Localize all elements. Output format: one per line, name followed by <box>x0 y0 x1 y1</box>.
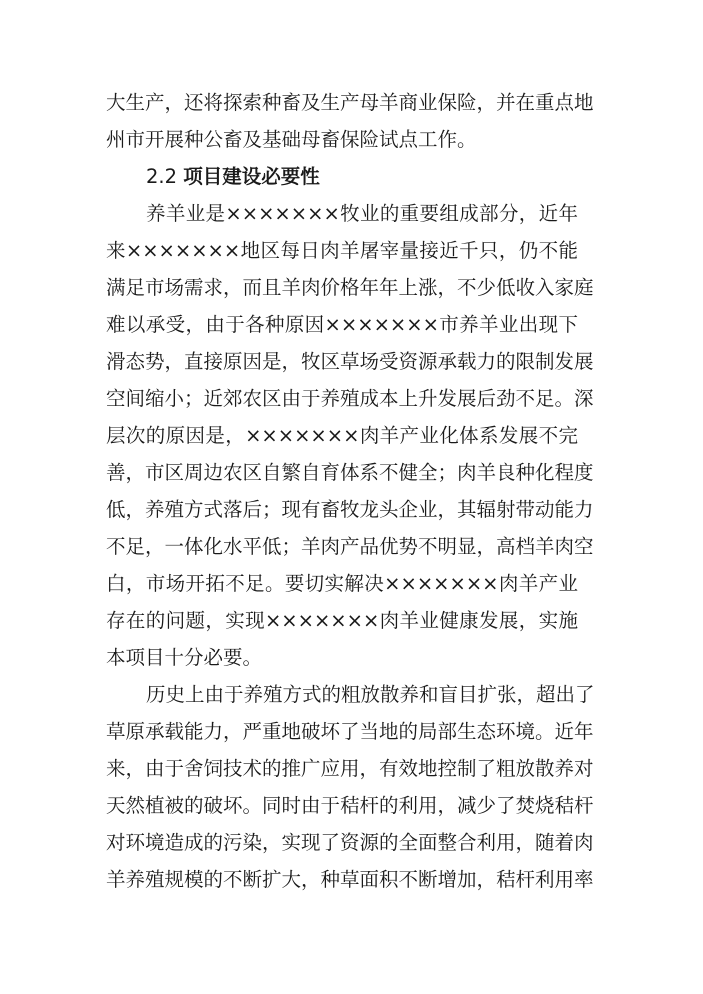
paragraph1-line-4: 难以承受，由于各种原因×××××××市养羊业出现下 <box>106 313 578 336</box>
paragraph2-line-3: 来，由于舍饲技术的推广应用，有效地控制了粗放散养对 <box>106 757 594 780</box>
section-title: 项目建设必要性 <box>183 165 320 188</box>
paragraph1-line-9: 低，养殖方式落后；现有畜牧龙头企业，其辐射带动能力 <box>106 498 594 521</box>
section-number: 2.2 <box>146 165 178 188</box>
paragraph1-line-3: 满足市场需求，而且羊肉价格年年上涨，不少低收入家庭 <box>106 276 594 299</box>
paragraph2-line-2: 草原承载能力，严重地破坏了当地的局部生态环境。近年 <box>106 720 594 743</box>
paragraph2-line-1: 历史上由于养殖方式的粗放散养和盲目扩张，超出了 <box>146 683 595 706</box>
section-heading <box>146 162 320 192</box>
paragraph2-line-5: 对环境造成的污染，实现了资源的全面整合利用，随着肉 <box>106 831 594 854</box>
intro-line-2: 州市开展种公畜及基础母畜保险试点工作。 <box>106 128 477 151</box>
paragraph1-line-12: 存在的问题，实现×××××××肉羊业健康发展，实施 <box>106 609 578 632</box>
paragraph1-line-7: 层次的原因是，×××××××肉羊产业化体系发展不完 <box>106 424 578 447</box>
paragraph1-line-6: 空间缩小；近郊农区由于养殖成本上升发展后劲不足。深 <box>106 387 594 410</box>
paragraph1-line-1: 养羊业是×××××××牧业的重要组成部分，近年 <box>146 202 578 225</box>
paragraph2-line-4: 天然植被的破坏。同时由于秸杆的利用，减少了焚烧秸杆 <box>106 794 594 817</box>
paragraph1-line-2: 来×××××××地区每日肉羊屠宰量接近千只，仍不能 <box>106 239 578 262</box>
paragraph1-line-10: 不足，一体化水平低；羊肉产品优势不明显，高档羊肉空 <box>106 535 594 558</box>
intro-line-1: 大生产，还将探索种畜及生产母羊商业保险，并在重点地 <box>106 91 594 114</box>
paragraph2-line-6: 羊养殖规模的不断扩大，种草面积不断增加，秸杆利用率 <box>106 868 594 891</box>
paragraph1-line-11: 白，市场开拓不足。要切实解决×××××××肉羊产业 <box>106 572 578 595</box>
paragraph1-line-5: 滑态势，直接原因是，牧区草场受资源承载力的限制发展 <box>106 350 594 373</box>
paragraph1-line-8: 善，市区周边农区自繁自育体系不健全；肉羊良种化程度 <box>106 461 594 484</box>
paragraph1-line-13: 本项目十分必要。 <box>106 646 263 669</box>
